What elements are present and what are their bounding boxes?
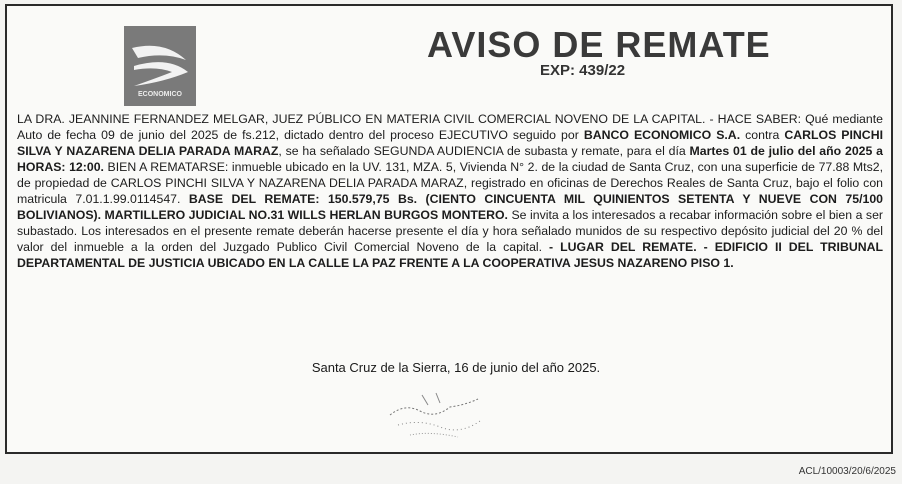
signoff-date: Santa Cruz de la Sierra, 16 de junio del año 2025. (311, 360, 601, 375)
body-bold-2: CARLOS PINCHI SILVA Y NAZARENA DELIA PARADA MARAZ (17, 128, 883, 158)
signature-stamp (380, 385, 490, 443)
body-bold-3: Martes 01 de julio del año 2025 a HORAS: 12:00. (17, 144, 883, 174)
body-text-1: LA DRA. JEANNINE FERNANDEZ MELGAR, JUEZ PÚBLICO EN MATERIA CIVIL COMERCIAL NOVENO DE LA CAPITAL. - HACE SABER: Qué mediante Auto de fecha 09 de junio del 2025 de fs.212, dictado dentro del proceso EJECUTIVO seguido por (17, 112, 883, 142)
body-bold-1: BANCO ECONOMICO S.A. (583, 128, 741, 142)
logo-text: ECONOMICO (138, 91, 182, 98)
bank-logo-icon (124, 26, 196, 106)
body-bold-4: BASE DEL REMATE: 150.579,75 Bs. (CIENTO CINCUENTA MIL QUINIENTOS SETENTA Y NUEVE CON 75/100 BOLIVIANOS). MARTILLERO JUDICIAL NO.31 WILLS HERLAN BURGOS MONTERO. (17, 192, 884, 222)
notice-body (17, 111, 883, 271)
body-text-3: , se ha señalado SEGUNDA AUDIENCIA de subasta y remate, para el día (278, 144, 690, 158)
body-text-2: contra (740, 128, 785, 142)
footer-code: ACL/10003/20/6/2025 (798, 466, 896, 477)
notice-title: AVISO DE REMATE (427, 24, 771, 65)
bank-logo (124, 26, 196, 106)
body-text-5: Se invita a los interesados a recabar información sobre el bien a ser subastado. Los interesados en el presente remate deberán hacerse presente el día y hora señalado munidos de su respectivo depósito judicial del 20 % del valor del inmueble a la orden del Juzgado Publico Civil Comercial Noveno de la capital. (17, 208, 884, 254)
case-number: EXP: 439/22 (540, 62, 626, 79)
body-bold-5: - LUGAR DEL REMATE. - EDIFICIO II DEL TRIBUNAL DEPARTAMENTAL DE JUSTICIA UBICADO EN LA CALLE LA PAZ FRENTE A LA COOPERATIVA JESUS NAZARENO PISO 1. (17, 240, 883, 270)
body-text-4: BIEN A REMATARSE: inmueble ubicado en la UV. 131, MZA. 5, Vivienda N° 2. de la ciudad de Santa Cruz, con una superficie de 77.88 Mts2, de propiedad de CARLOS PINCHI SILVA Y NAZARENA DELIA PARADA MARAZ, registrado en oficinas de Derechos Reales de Santa Cruz, bajo el folio con matricula 7.01.1.99.0114547. (17, 160, 883, 206)
